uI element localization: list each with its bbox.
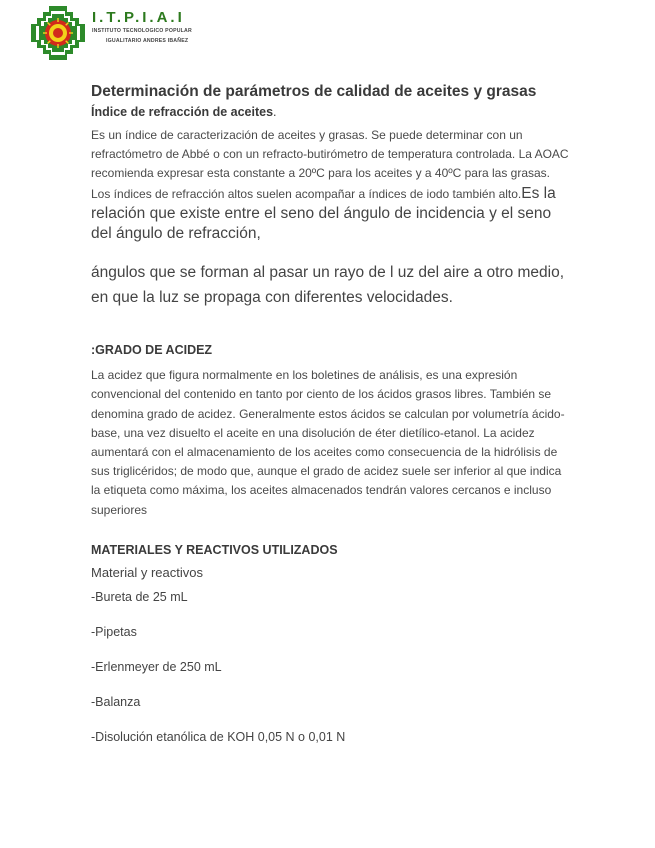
- document-title: Determinación de parámetros de calidad de aceites y grasas: [91, 83, 537, 100]
- material-item: -Balanza: [91, 694, 141, 709]
- refraction-subheading-period: .: [273, 105, 277, 119]
- refraction-definition-text: Es la relación que existe entre el seno del ángulo de incidencia y el seno del ángulo de refracción,: [91, 184, 556, 243]
- refraction-paragraph: [91, 126, 571, 244]
- brand-block: [92, 10, 192, 45]
- materials-subheading: Material y reactivos: [91, 564, 203, 580]
- refraction-subheading: [91, 103, 571, 121]
- refraction-subheading-text: Índice de refracción de aceites: [91, 105, 274, 119]
- institute-logo: [31, 6, 85, 60]
- material-item: -Bureta de 25 mL: [91, 589, 188, 604]
- material-item: -Disolución etanólica de KOH 0,05 N o 0,01 N: [91, 729, 346, 744]
- brand-subtitle-line2: IGUALITARIO ANDRES IBAÑEZ: [106, 38, 189, 44]
- acidity-paragraph: La acidez que figura normalmente en los boletines de análisis, es una expresión convencional del contenido en tanto por ciento de los ácidos grasos libres. También se denomina grado de acidez. Generalmente estos ácidos se calculan por volumetría ácido-base, una vez disuelto el aceite en una disolución de éter dietílico-etanol. La acidez aumentará con el almacenamiento de los aceites como consecuencia de la hidrólisis de sus triglicéridos; de modo que, aunque el grado de acidez suele ser inferior al que indica la etiqueta como máxima, los aceites almacenados tendrán valores cercanos e incluso superiores: [91, 368, 565, 517]
- brand-name: I.T.P.I.A.I: [92, 9, 185, 26]
- materials-heading: MATERIALES Y REACTIVOS UTILIZADOS: [91, 542, 338, 557]
- angles-paragraph: ángulos que se forman al pasar un rayo de l uz del aire a otro medio, en que la luz se propaga con diferentes velocidades.: [91, 264, 565, 307]
- refraction-intro-text: Es un índice de caracterización de aceites y grasas. Se puede determinar con un refractómetro de Abbé o con un refracto-butirómetro de temperatura controlada. La AOAC recomienda expresar esta constante a 20ºC para los aceites y a 40ºC para las grasas. Los índices de refracción altos suelen acompañar a índices de iodo también alto.: [91, 128, 569, 201]
- document-header: [0, 0, 655, 70]
- material-item: -Pipetas: [91, 624, 137, 639]
- document-body: [91, 82, 571, 746]
- brand-subtitle-line1: INSTITUTO TECNOLOGICO POPULAR: [92, 28, 192, 34]
- acidity-heading: :GRADO DE ACIDEZ: [91, 343, 213, 358]
- material-item: -Erlenmeyer de 250 mL: [91, 659, 222, 674]
